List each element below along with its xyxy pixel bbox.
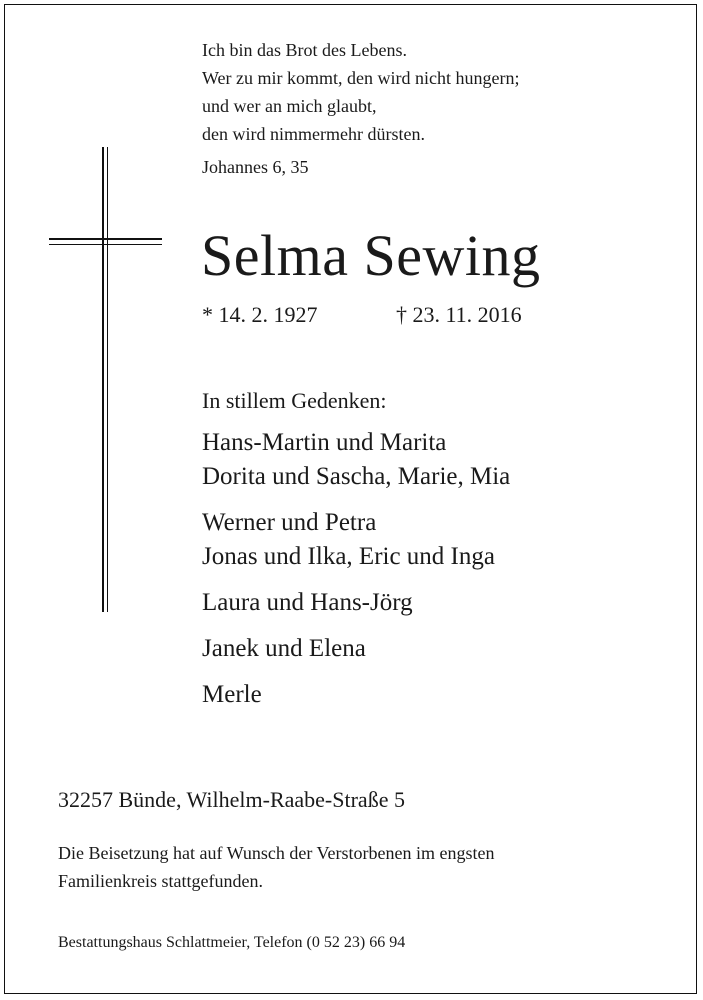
- verse-line: und wer an mich glaubt,: [202, 96, 377, 116]
- mourner-group: [202, 586, 510, 620]
- mourner-group: [202, 678, 510, 712]
- birth-date: * 14. 2. 1927: [202, 302, 318, 327]
- verse-line: Ich bin das Brot des Lebens.: [202, 40, 407, 60]
- verse-line: den wird nimmermehr dürsten.: [202, 124, 425, 144]
- burial-notice: [58, 839, 678, 895]
- mourner-line: Werner und Petra: [202, 509, 377, 536]
- funeral-home-contact: Bestattungshaus Schlattmeier, Telefon (0 52 23) 66 94: [58, 934, 406, 951]
- mourner-line: Laura und Hans-Jörg: [202, 589, 413, 616]
- cross-horizontal-beam: [49, 238, 162, 245]
- notice-line: Familienkreis stattgefunden.: [58, 871, 263, 891]
- mourner-line: Hans-Martin und Marita: [202, 429, 447, 456]
- verse-line: Wer zu mir kommt, den wird nicht hungern;: [202, 68, 520, 88]
- deceased-name: Selma Sewing: [201, 223, 541, 288]
- mourner-group: [202, 632, 510, 666]
- bible-verse: [202, 36, 519, 148]
- cross-vertical-beam: [102, 147, 108, 612]
- mourner-group: [202, 506, 510, 574]
- mourners-list: [202, 426, 510, 724]
- mourner-line: Jonas und Ilka, Eric und Inga: [202, 543, 495, 570]
- mourner-line: Merle: [202, 681, 262, 708]
- memory-heading: In stillem Gedenken:: [202, 388, 387, 413]
- mourner-group: [202, 426, 510, 494]
- mourner-line: Dorita und Sascha, Marie, Mia: [202, 463, 511, 490]
- family-address: 32257 Bünde, Wilhelm-Raabe-Straße 5: [58, 787, 405, 812]
- notice-line: Die Beisetzung hat auf Wunsch der Verstorbenen im engsten: [58, 843, 495, 863]
- death-date: † 23. 11. 2016: [396, 302, 522, 327]
- mourner-line: Janek und Elena: [202, 635, 366, 662]
- verse-reference: Johannes 6, 35: [202, 157, 309, 177]
